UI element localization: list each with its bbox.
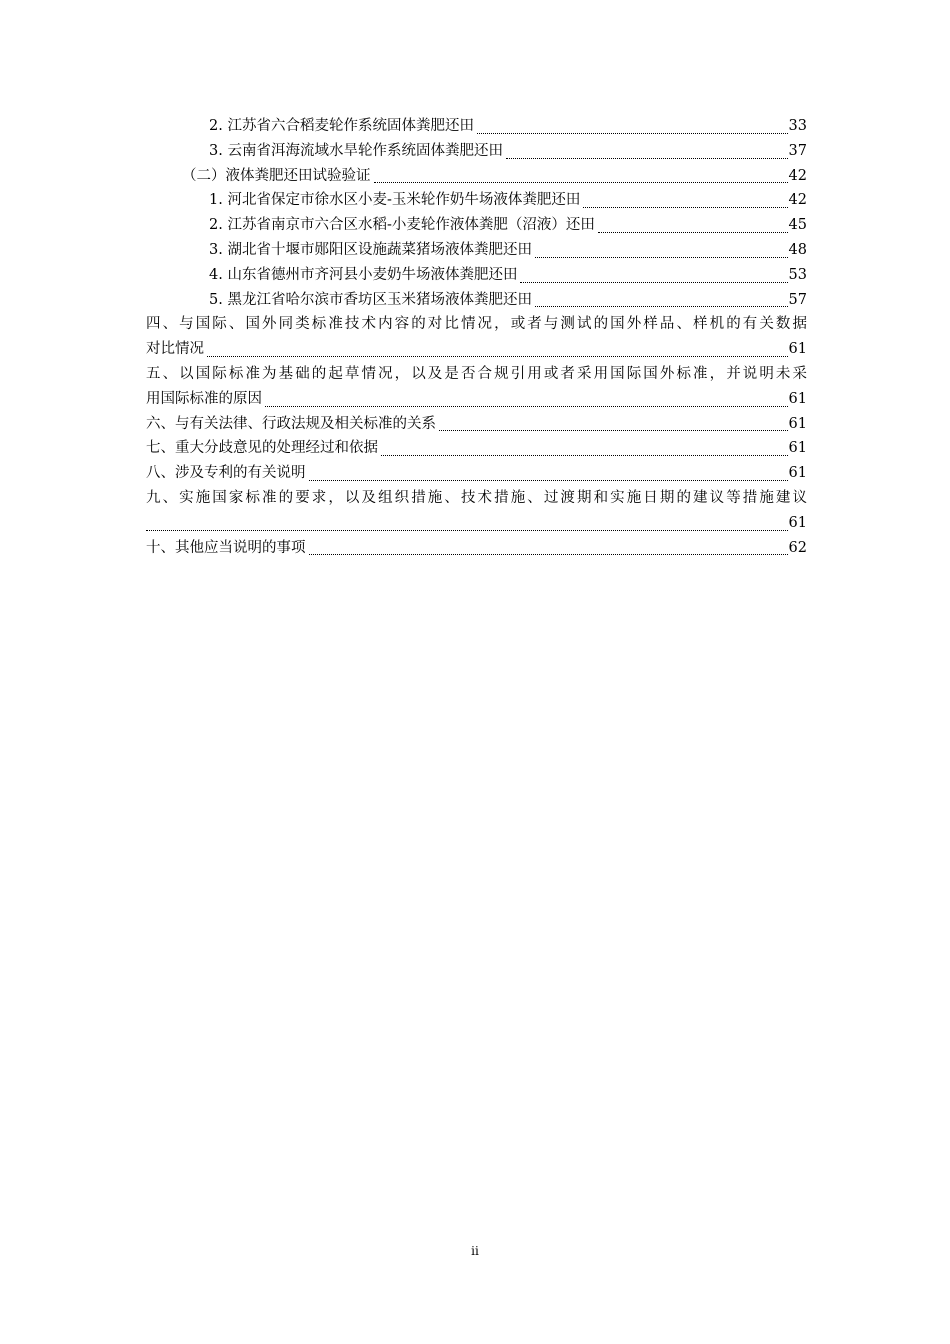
toc-entry-page: 62 (788, 539, 807, 556)
toc-entry-page: 61 (788, 440, 807, 457)
toc-entry-page: 42 (788, 167, 807, 184)
toc-entry-title: 八、涉及专利的有关说明 (146, 465, 306, 482)
toc-leader-dots (309, 554, 788, 555)
toc-entry-title: 2. 江苏省六合稻麦轮作系统固体粪肥还田 (209, 118, 474, 134)
toc-entry-title: 十、其他应当说明的事项 (146, 539, 306, 556)
toc-entry-title: 1. 河北省保定市徐水区小麦-玉米轮作奶牛场液体粪肥还田 (209, 192, 581, 209)
toc-entry-page: 42 (788, 192, 807, 209)
toc-leader-dots (374, 182, 788, 183)
toc-leader-dots (583, 207, 787, 208)
toc-entry-section-6[interactable] (146, 412, 807, 437)
toc-entry-title-line1: 四、与国际、国外同类标准技术内容的对比情况，或者与测试的国外样品、样机的有关数据 (146, 316, 807, 333)
toc-entry[interactable] (146, 238, 807, 263)
toc-entry-section-4[interactable] (146, 312, 807, 362)
toc-leader-dots (146, 530, 788, 531)
toc-leader-dots (207, 356, 788, 357)
toc-leader-dots (265, 406, 788, 407)
toc-entry-section-8[interactable] (146, 461, 807, 486)
toc-leader-dots (520, 282, 787, 283)
toc-entry-section-9[interactable] (146, 486, 807, 536)
toc-leader-dots (309, 480, 788, 481)
toc-entry[interactable] (146, 114, 807, 139)
toc-entry[interactable] (146, 263, 807, 288)
toc-entry[interactable] (146, 164, 807, 189)
toc-entry-title: 七、重大分歧意见的处理经过和依据 (146, 440, 378, 457)
toc-entry-page: 37 (788, 142, 807, 159)
toc-entry-title: （二）液体粪肥还田试验验证 (182, 167, 371, 184)
toc-entry[interactable] (146, 213, 807, 238)
toc-entry-title: 3. 云南省洱海流域水旱轮作系统固体粪肥还田 (209, 142, 503, 159)
toc-entry-title-line1: 五、以国际标准为基础的起草情况，以及是否合规引用或者采用国际国外标准，并说明未采 (146, 365, 807, 382)
toc-entry-page: 57 (788, 291, 807, 308)
toc-entry-title-line2: 用国际标准的原因 (146, 390, 262, 407)
toc-entry[interactable] (146, 288, 807, 313)
toc-leader-dots (506, 158, 788, 159)
toc-entry-page: 61 (788, 514, 807, 531)
toc-leader-dots (477, 133, 788, 134)
toc-entry-section-7[interactable] (146, 436, 807, 461)
toc-entry-page: 61 (788, 465, 807, 482)
toc-leader-dots (439, 430, 788, 431)
toc-entry-title: 4. 山东省德州市齐河县小麦奶牛场液体粪肥还田 (209, 266, 518, 283)
toc-entry-title: 5. 黑龙江省哈尔滨市香坊区玉米猪场液体粪肥还田 (209, 291, 532, 308)
toc-entry-section-10[interactable] (146, 536, 807, 561)
toc-entry-page: 61 (788, 341, 807, 358)
toc-entry-title-line1: 九、实施国家标准的要求，以及组织措施、技术措施、过渡期和实施日期的建议等措施建议 (146, 489, 807, 506)
toc-entry-section-5[interactable] (146, 362, 807, 412)
toc-entry-page: 53 (788, 266, 807, 283)
toc-leader-dots (598, 232, 788, 233)
toc-entry-title: 2. 江苏省南京市六合区水稻-小麦轮作液体粪肥（沼液）还田 (209, 217, 595, 234)
toc-entry-page: 45 (788, 217, 807, 234)
toc-entry-title-line2: 对比情况 (146, 341, 204, 358)
toc-leader-dots (535, 257, 788, 258)
toc-entry-page: 61 (788, 415, 807, 432)
toc-entry-page: 33 (788, 118, 807, 134)
toc-entry-page: 61 (788, 390, 807, 407)
table-of-contents (146, 114, 807, 560)
toc-entry[interactable] (146, 139, 807, 164)
toc-leader-dots (535, 306, 788, 307)
toc-entry-page: 48 (788, 241, 807, 258)
toc-entry-title: 六、与有关法律、行政法规及相关标准的关系 (146, 415, 436, 432)
toc-entry-title: 3. 湖北省十堰市郧阳区设施蔬菜猪场液体粪肥还田 (209, 241, 532, 258)
page-number-footer: ii (471, 1244, 479, 1258)
toc-leader-dots (381, 455, 788, 456)
toc-entry[interactable] (146, 188, 807, 213)
